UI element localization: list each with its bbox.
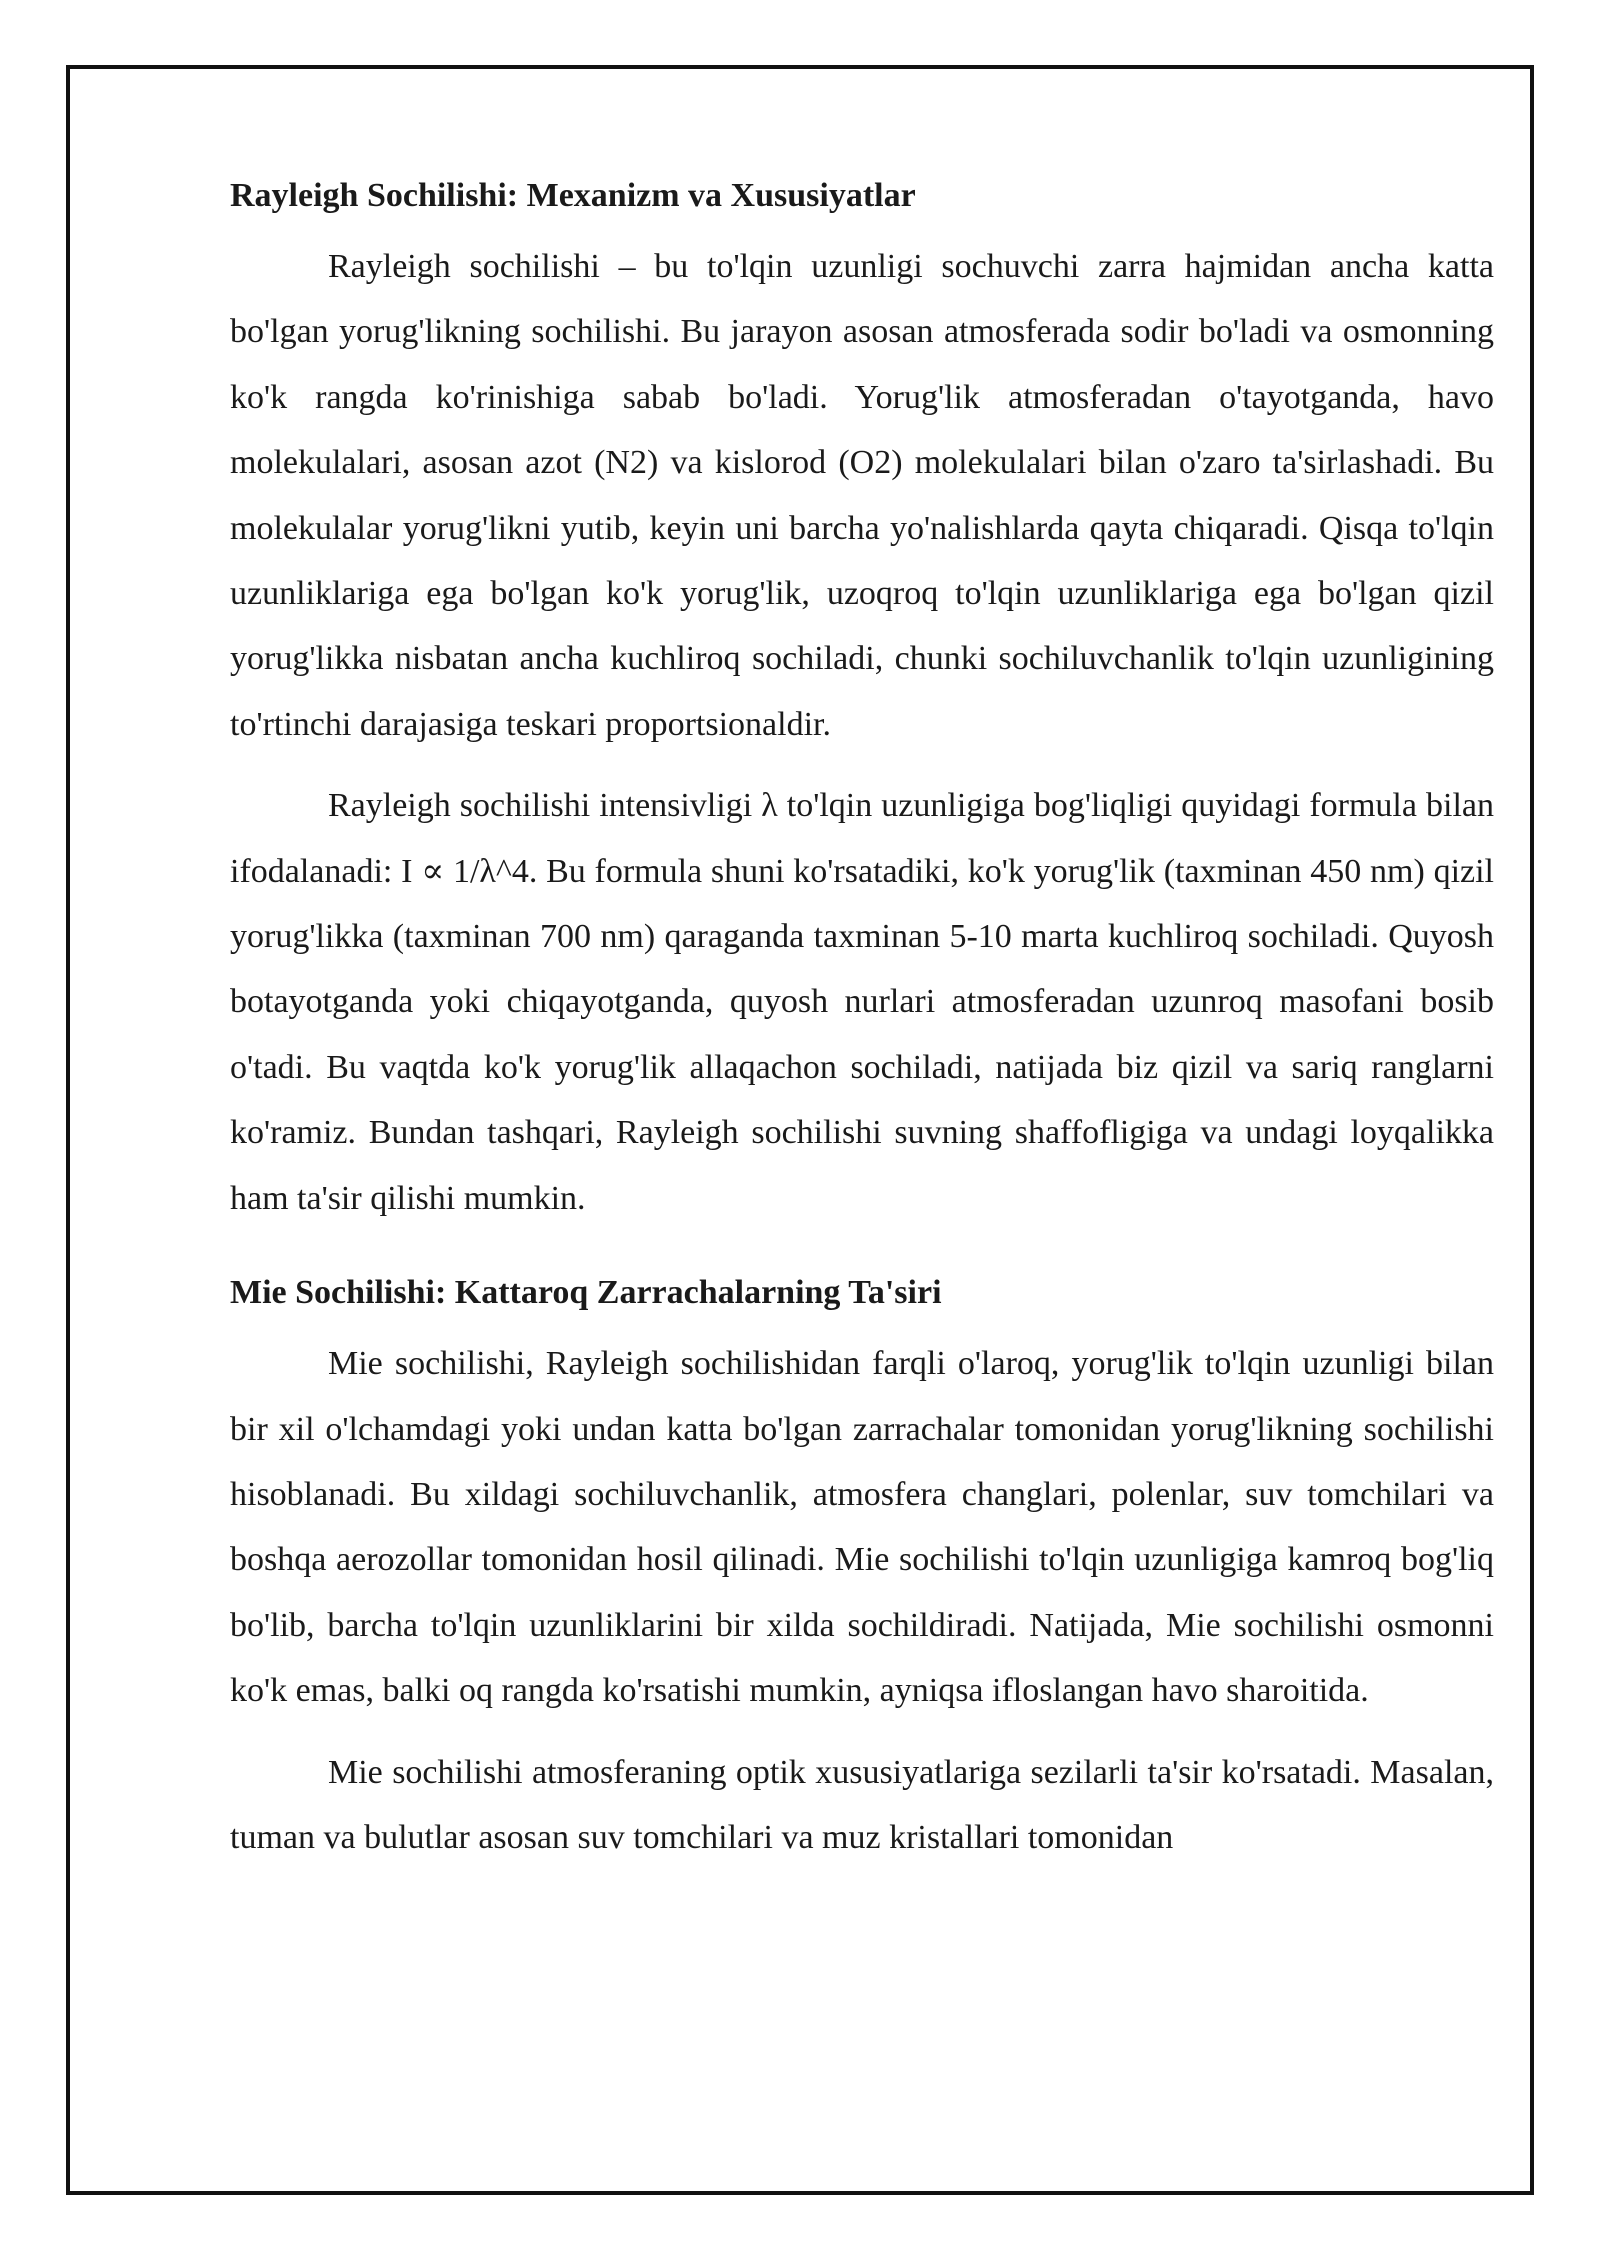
- paragraph: Mie sochilishi, Rayleigh sochilishidan farqli o'laroq, yorug'lik to'lqin uzunligi bilan bir xil o'lchamdagi yoki undan katta bo'lgan zarrachalar tomonidan yorug'likning sochilishi hisoblanadi. Bu xildagi sochiluvchanlik, atmosfera changlari, polenlar, suv tomchilari va boshqa aerozollar tomonidan hosil qilinadi. Mie sochilishi to'lqin uzunligiga kamroq bog'liq bo'lib, barcha to'lqin uzunliklarini bir xilda sochildiradi. Natijada, Mie sochilishi osmonni ko'k emas, balki oq rangda ko'rsatishi mumkin, ayniqsa ifloslangan havo sharoitida.: [230, 1345, 1494, 1710]
- section-heading: Rayleigh Sochilishi: Mexanizm va Xususiyatlar: [230, 177, 916, 214]
- section-rayleigh: [230, 172, 1494, 1231]
- paragraph: Mie sochilishi atmosferaning optik xususiyatlariga sezilarli ta'sir ko'rsatadi. Masalan, tuman va bulutlar asosan suv tomchilari va muz kristallari tomonidan: [230, 1753, 1494, 1856]
- paragraph: Rayleigh sochilishi intensivligi λ to'lqin uzunligiga bog'liqligi quyidagi formula bilan ifodalanadi: I ∝ 1/λ^4. Bu formula shuni ko'rsatadiki, ko'k yorug'lik (taxminan 450 nm) qizil yorug'likka (taxminan 700 nm) qaraganda taxminan 5-10 marta kuchliroq sochiladi. Quyosh botayotganda yoki chiqayotganda, quyosh nurlari atmosferadan uzunroq masofani bosib o'tadi. Bu vaqtda ko'k yorug'lik allaqachon sochiladi, natijada biz qizil va sariq ranglarni ko'ramiz. Bundan tashqari, Rayleigh sochilishi suvning shaffofligiga va undagi loyqalikka ham ta'sir qilishi mumkin.: [230, 787, 1494, 1217]
- paragraph: Rayleigh sochilishi – bu to'lqin uzunligi sochuvchi zarra hajmidan ancha katta bo'lgan yorug'likning sochilishi. Bu jarayon asosan atmosferada sodir bo'ladi va osmonning ko'k rangda ko'rinishiga sabab bo'ladi. Yorug'lik atmosferadan o'tayotganda, havo molekulalari, asosan azot (N2) va kislorod (O2) molekulalari bilan o'zaro ta'sirlashadi. Bu molekulalar yorug'likni yutib, keyin uni barcha yo'nalishlarda qayta chiqaradi. Qisqa to'lqin uzunliklariga ega bo'lgan ko'k yorug'lik, uzoqroq to'lqin uzunliklariga ega bo'lgan qizil yorug'likka nisbatan ancha kuchliroq sochiladi, chunki sochiluvchanlik to'lqin uzunligining to'rtinchi darajasiga teskari proportsionaldir.: [230, 248, 1494, 743]
- section-mie: [230, 1269, 1494, 1870]
- section-heading: Mie Sochilishi: Kattaroq Zarrachalarning Ta'siri: [230, 1274, 942, 1312]
- document-body: [230, 172, 1494, 1886]
